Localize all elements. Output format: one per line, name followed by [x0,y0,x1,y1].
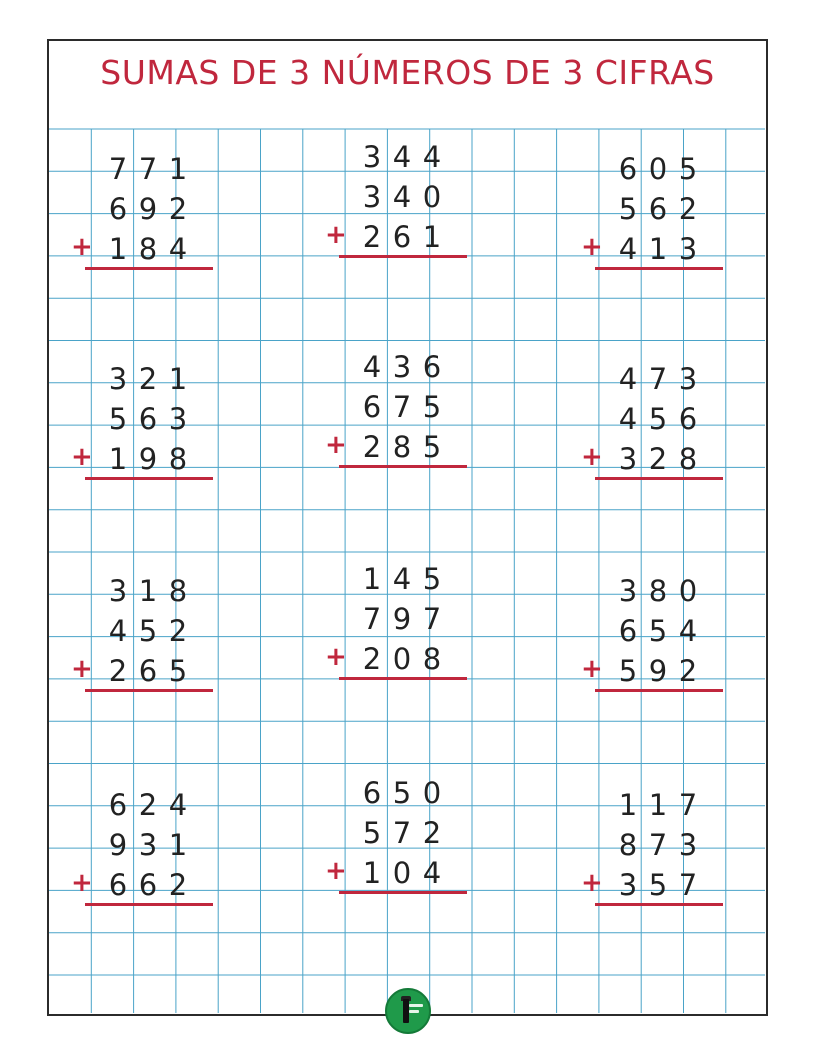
digit: 4 [362,350,382,384]
digit: 0 [422,776,442,810]
digit: 4 [618,232,638,266]
digit: 6 [618,614,638,648]
digit: 9 [108,828,128,862]
addend-row [601,399,721,439]
addition-problem [325,347,465,477]
digit: 3 [618,868,638,902]
digit: 4 [618,362,638,396]
digit: 0 [648,152,668,186]
digit: 9 [138,192,158,226]
digit: 2 [678,192,698,226]
addition-problem [581,359,721,489]
digit: 5 [648,868,668,902]
addend-row [345,347,465,387]
digit: 0 [392,856,412,890]
plus-sign: + [71,868,93,898]
digit: 7 [648,828,668,862]
addition-problem [71,785,211,915]
digit: 7 [392,390,412,424]
digit: 6 [138,654,158,688]
sum-underline [595,477,723,480]
digit: 4 [168,232,188,266]
digit: 4 [392,180,412,214]
digit: 5 [678,152,698,186]
digit: 7 [648,362,668,396]
plus-sign: + [325,430,347,460]
digit: 2 [138,788,158,822]
addition-problem [581,785,721,915]
addend-row-last [91,651,211,691]
addend-row [91,399,211,439]
digit: 3 [362,140,382,174]
digit: 3 [618,574,638,608]
digit: 7 [422,602,442,636]
addend-row [601,611,721,651]
digit: 2 [362,642,382,676]
digit: 5 [422,390,442,424]
digit: 2 [108,654,128,688]
sum-underline [595,267,723,270]
digit: 4 [168,788,188,822]
digit: 6 [108,868,128,902]
addend-row [91,611,211,651]
digit: 5 [392,776,412,810]
digit: 1 [168,828,188,862]
sum-underline [595,689,723,692]
addend-row [601,571,721,611]
digit: 1 [648,232,668,266]
digit: 1 [362,562,382,596]
sum-underline [85,267,213,270]
addend-row-last [345,639,465,679]
addend-row [601,359,721,399]
addend-row-last [601,439,721,479]
digit: 6 [362,776,382,810]
digit: 1 [108,442,128,476]
digit: 9 [392,602,412,636]
digit: 0 [392,642,412,676]
digit: 6 [648,192,668,226]
digit: 4 [422,140,442,174]
plus-sign: + [581,868,603,898]
digit: 3 [618,442,638,476]
sum-underline [85,477,213,480]
addend-row [345,599,465,639]
digit: 9 [138,442,158,476]
addend-row-last [345,853,465,893]
digit: 4 [678,614,698,648]
plus-sign: + [581,654,603,684]
addend-row [345,559,465,599]
digit: 7 [392,816,412,850]
plus-sign: + [71,442,93,472]
digit: 2 [422,816,442,850]
digit: 5 [618,654,638,688]
digit: 6 [678,402,698,436]
addend-row-last [91,439,211,479]
digit: 5 [648,614,668,648]
digit: 2 [168,192,188,226]
addition-problem [325,773,465,903]
addend-row-last [601,651,721,691]
digit: 5 [362,816,382,850]
addend-row-last [601,229,721,269]
digit: 8 [648,574,668,608]
digit: 3 [678,232,698,266]
sum-underline [85,903,213,906]
digit: 3 [678,362,698,396]
sum-underline [595,903,723,906]
plus-sign: + [71,232,93,262]
sum-underline [339,255,467,258]
digit: 3 [168,402,188,436]
pencil-logo-icon [385,988,431,1034]
digit: 1 [138,574,158,608]
digit: 1 [422,220,442,254]
digit: 8 [618,828,638,862]
digit: 0 [422,180,442,214]
digit: 9 [648,654,668,688]
digit: 6 [138,868,158,902]
addend-row [91,189,211,229]
digit: 6 [108,788,128,822]
sum-underline [339,891,467,894]
digit: 5 [648,402,668,436]
digit: 5 [422,430,442,464]
digit: 6 [422,350,442,384]
digit: 1 [618,788,638,822]
digit: 0 [678,574,698,608]
plus-sign: + [581,442,603,472]
digit: 4 [392,562,412,596]
sum-underline [85,689,213,692]
digit: 1 [362,856,382,890]
addend-row [345,773,465,813]
digit: 5 [108,402,128,436]
addition-problem [581,571,721,701]
addition-problem [71,359,211,489]
digit: 6 [618,152,638,186]
addend-row [345,387,465,427]
digit: 7 [108,152,128,186]
digit: 6 [108,192,128,226]
digit: 1 [168,152,188,186]
digit: 2 [168,868,188,902]
plus-sign: + [325,642,347,672]
addend-row [601,149,721,189]
addition-problem [71,571,211,701]
digit: 2 [362,220,382,254]
plus-sign: + [325,856,347,886]
digit: 3 [392,350,412,384]
digit: 5 [138,614,158,648]
digit: 1 [108,232,128,266]
digit: 3 [108,574,128,608]
digit: 7 [678,868,698,902]
digit: 8 [138,232,158,266]
worksheet [47,39,768,1016]
addition-problem [71,149,211,279]
digit: 1 [648,788,668,822]
addend-row [601,189,721,229]
addend-row [91,825,211,865]
digit: 4 [108,614,128,648]
addend-row-last [91,865,211,905]
digit: 2 [362,430,382,464]
sum-underline [339,465,467,468]
digit: 2 [648,442,668,476]
digit: 7 [138,152,158,186]
addend-row [345,813,465,853]
digit: 5 [422,562,442,596]
digit: 5 [168,654,188,688]
digit: 8 [678,442,698,476]
digit: 2 [678,654,698,688]
digit: 8 [422,642,442,676]
addend-row [91,359,211,399]
digit: 6 [138,402,158,436]
addend-row [345,137,465,177]
page-title: SUMAS DE 3 NÚMEROS DE 3 CIFRAS [100,53,715,92]
digit: 4 [392,140,412,174]
addend-row [91,785,211,825]
plus-sign: + [325,220,347,250]
digit: 8 [168,574,188,608]
sum-underline [339,677,467,680]
addend-row [91,149,211,189]
digit: 3 [138,828,158,862]
addend-row [601,785,721,825]
addend-row-last [91,229,211,269]
addend-row-last [345,217,465,257]
plus-sign: + [71,654,93,684]
digit: 5 [618,192,638,226]
addend-row [345,177,465,217]
digit: 8 [392,430,412,464]
digit: 7 [678,788,698,822]
addend-row [91,571,211,611]
digit: 6 [392,220,412,254]
digit: 4 [618,402,638,436]
addition-problem [581,149,721,279]
addend-row [601,825,721,865]
digit: 7 [362,602,382,636]
digit: 3 [362,180,382,214]
digit: 3 [678,828,698,862]
digit: 3 [108,362,128,396]
addition-problem [325,137,465,267]
addition-problem [325,559,465,689]
digit: 8 [168,442,188,476]
digit: 2 [168,614,188,648]
digit: 4 [422,856,442,890]
addend-row-last [345,427,465,467]
digit: 2 [138,362,158,396]
addend-row-last [601,865,721,905]
plus-sign: + [581,232,603,262]
digit: 1 [168,362,188,396]
digit: 6 [362,390,382,424]
